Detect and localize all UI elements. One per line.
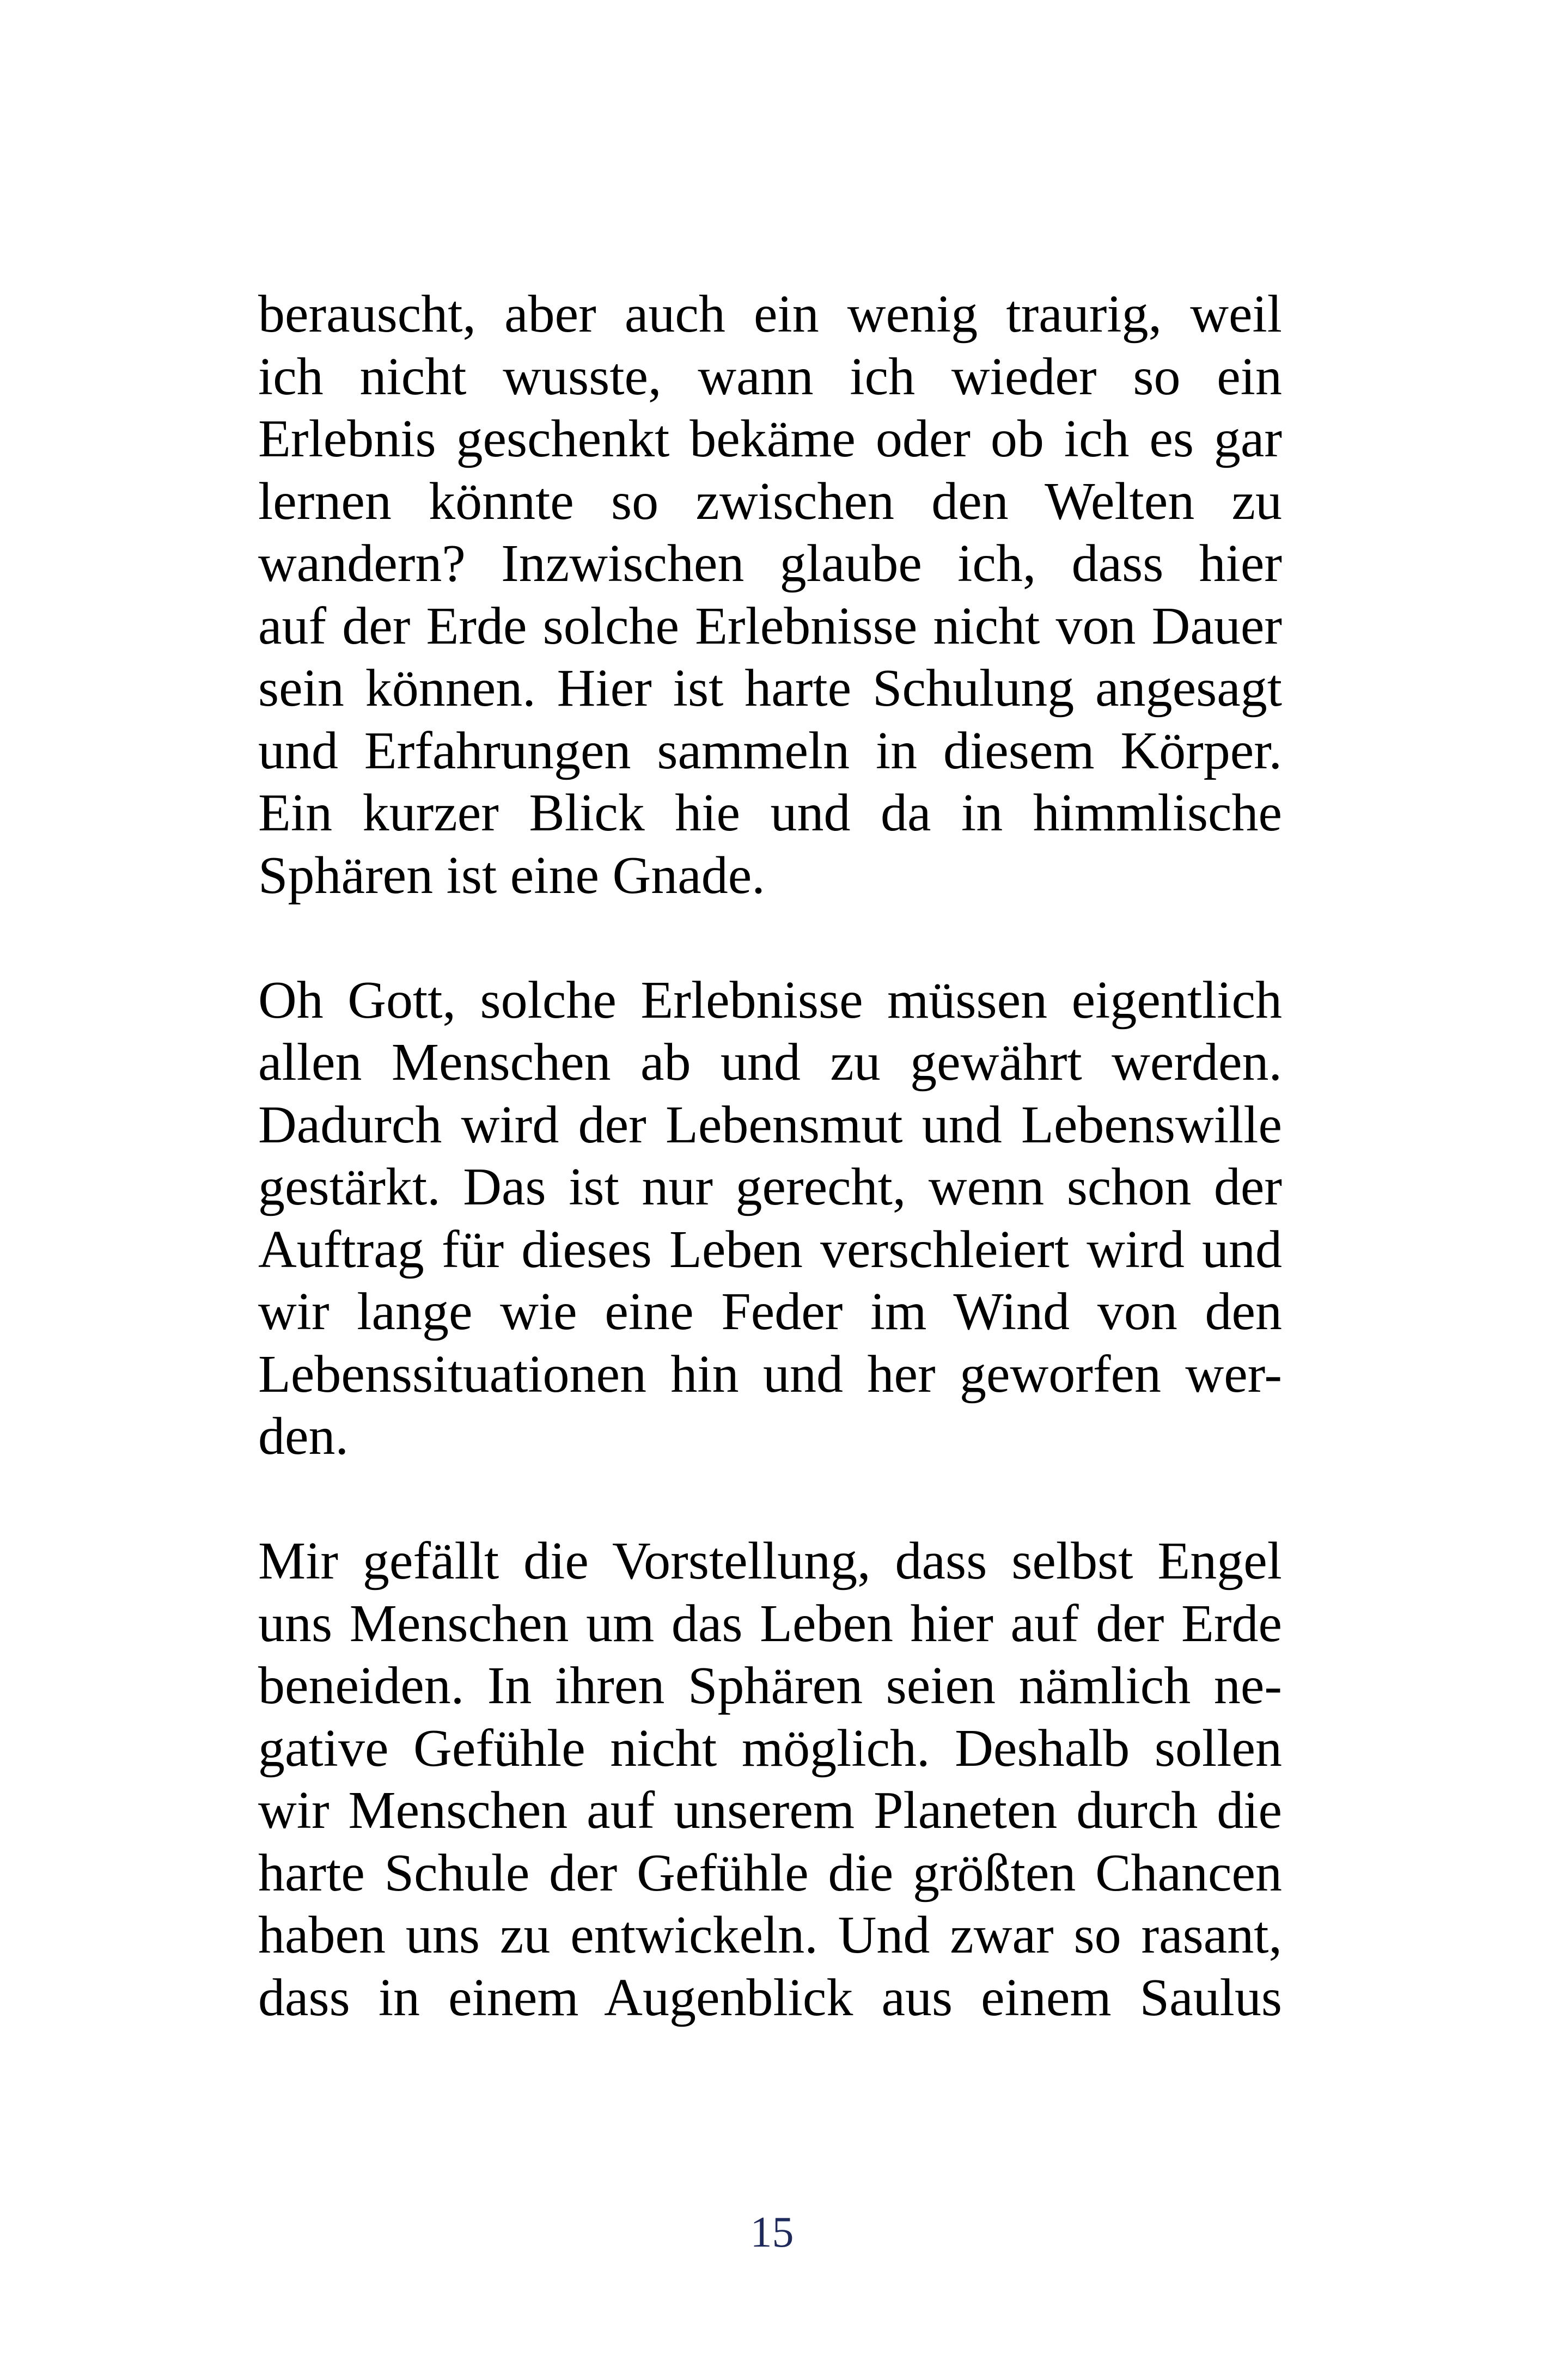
text-line: harte Schule der Gefühle die größten Chancen [258, 1843, 1282, 1902]
text-line: Auftrag für dieses Leben verschleiert wird und [258, 1220, 1282, 1279]
text-line: haben uns zu entwickeln. Und zwar so rasant, [258, 1906, 1282, 1965]
text-line: lernen könnte so zwischen den Welten zu [258, 472, 1282, 531]
text-line: Oh Gott, solche Erlebnisse müssen eigentlich [258, 970, 1282, 1030]
text-line: uns Menschen um das Leben hier auf der Erde [258, 1594, 1282, 1653]
body-text [258, 283, 1282, 2091]
text-line: und Erfahrungen sammeln in diesem Körper. [258, 721, 1282, 780]
text-line: auf der Erde solche Erlebnisse nicht von Dauer [258, 596, 1282, 656]
text-line: Ein kurzer Blick hie und da in himmlische [258, 784, 1282, 842]
text-line: allen Menschen ab und zu gewährt werden. [258, 1033, 1282, 1092]
text-line: sein können. Hier ist harte Schulung angesagt [258, 659, 1282, 718]
text-line: gative Gefühle nicht möglich. Deshalb sollen [258, 1718, 1282, 1778]
text-line: dass in einem Augenblick aus einem Saulus [258, 1968, 1282, 2027]
text-line: ich nicht wusste, wann ich wieder so ein [258, 347, 1282, 406]
text-line: Dadurch wird der Lebensmut und Lebenswille [258, 1095, 1282, 1154]
text-line: wandern? Inzwischen glaube ich, dass hier [258, 534, 1282, 593]
paragraph-3 [258, 1530, 1282, 2029]
text-line: Mir gefällt die Vorstellung, dass selbst Engel [258, 1532, 1282, 1590]
text-line: wir Menschen auf unserem Planeten durch die [258, 1781, 1282, 1840]
text-line: Sphären ist eine Gnade. [258, 846, 765, 905]
text-line: wir lange wie eine Feder im Wind von den [258, 1282, 1282, 1341]
text-line: beneiden. In ihren Sphären seien nämlich ne- [258, 1656, 1282, 1715]
paragraph-2 [258, 969, 1282, 1468]
paragraph-1 [258, 283, 1282, 907]
text-line: Lebenssituationen hin und her geworfen wer- [258, 1344, 1282, 1404]
text-line: berauscht, aber auch ein wenig traurig, weil [258, 285, 1282, 344]
text-line: den. [258, 1407, 349, 1466]
text-line: gestärkt. Das ist nur gerecht, wenn schon der [258, 1158, 1282, 1216]
page-number: 15 [750, 2208, 794, 2256]
text-line: Erlebnis geschenkt bekäme oder ob ich es gar [258, 409, 1282, 468]
